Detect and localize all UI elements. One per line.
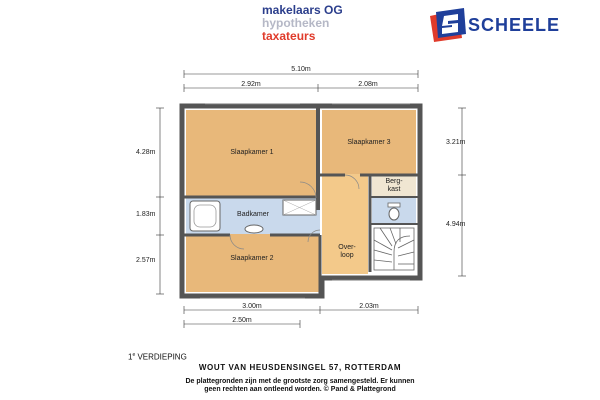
- label-bergkast-1: Berg-: [385, 178, 403, 185]
- label-badkamer: Badkamer: [237, 211, 269, 218]
- dim-left-top: 4.28m: [136, 149, 156, 156]
- floor-label: [128, 352, 187, 362]
- dim-bottom-inner: 2.50m: [232, 317, 252, 324]
- label-bergkast-2: kast: [387, 186, 401, 193]
- label-overloop-1: Over-: [338, 244, 356, 251]
- brand-line-taxateurs: taxateurs: [262, 29, 316, 43]
- dim-left-mid: 1.83m: [136, 211, 156, 218]
- dim-bottom-left: 3.00m: [242, 303, 262, 310]
- bathtub-icon: [190, 201, 220, 231]
- disclaimer: [0, 378, 600, 394]
- dim-top-right: 2.08m: [358, 81, 378, 88]
- address: WOUT VAN HEUSDENSINGEL 57, ROTTERDAM: [198, 363, 402, 372]
- brand-line-hypotheken: hypotheken: [262, 16, 330, 30]
- dim-top-total: 5.10m: [291, 66, 311, 73]
- floor-text: VERDIEPING: [135, 352, 187, 362]
- label-overloop-2: loop: [340, 252, 354, 259]
- disclaimer-line-2: geen rechten aan ontleend worden. © Pand & Plattegrond: [204, 386, 396, 393]
- toilet-icon: [389, 208, 399, 220]
- floor-number: 1: [128, 352, 133, 362]
- room-slaapkamer-2: [186, 234, 320, 292]
- label-slaapkamer-2: Slaapkamer 2: [230, 255, 274, 262]
- floor-suffix: e: [132, 352, 136, 358]
- dim-right-bot: 4.94m: [446, 221, 466, 228]
- logo-text: SCHEELE: [468, 15, 561, 35]
- dim-bottom-right: 2.03m: [359, 303, 379, 310]
- sink-icon: [245, 225, 263, 233]
- label-slaapkamer-1: Slaapkamer 1: [230, 149, 274, 156]
- room-overloop: [322, 174, 368, 274]
- dim-right-top: 3.21m: [446, 139, 466, 146]
- dim-top-left: 2.92m: [241, 81, 261, 88]
- disclaimer-line-1: De plattegronden zijn met de grootste zorg samengesteld. Er kunnen: [185, 378, 415, 385]
- brand-line-makelaars: makelaars OG: [262, 3, 343, 17]
- dim-left-bot: 2.57m: [136, 257, 156, 264]
- label-slaapkamer-3: Slaapkamer 3: [347, 139, 391, 146]
